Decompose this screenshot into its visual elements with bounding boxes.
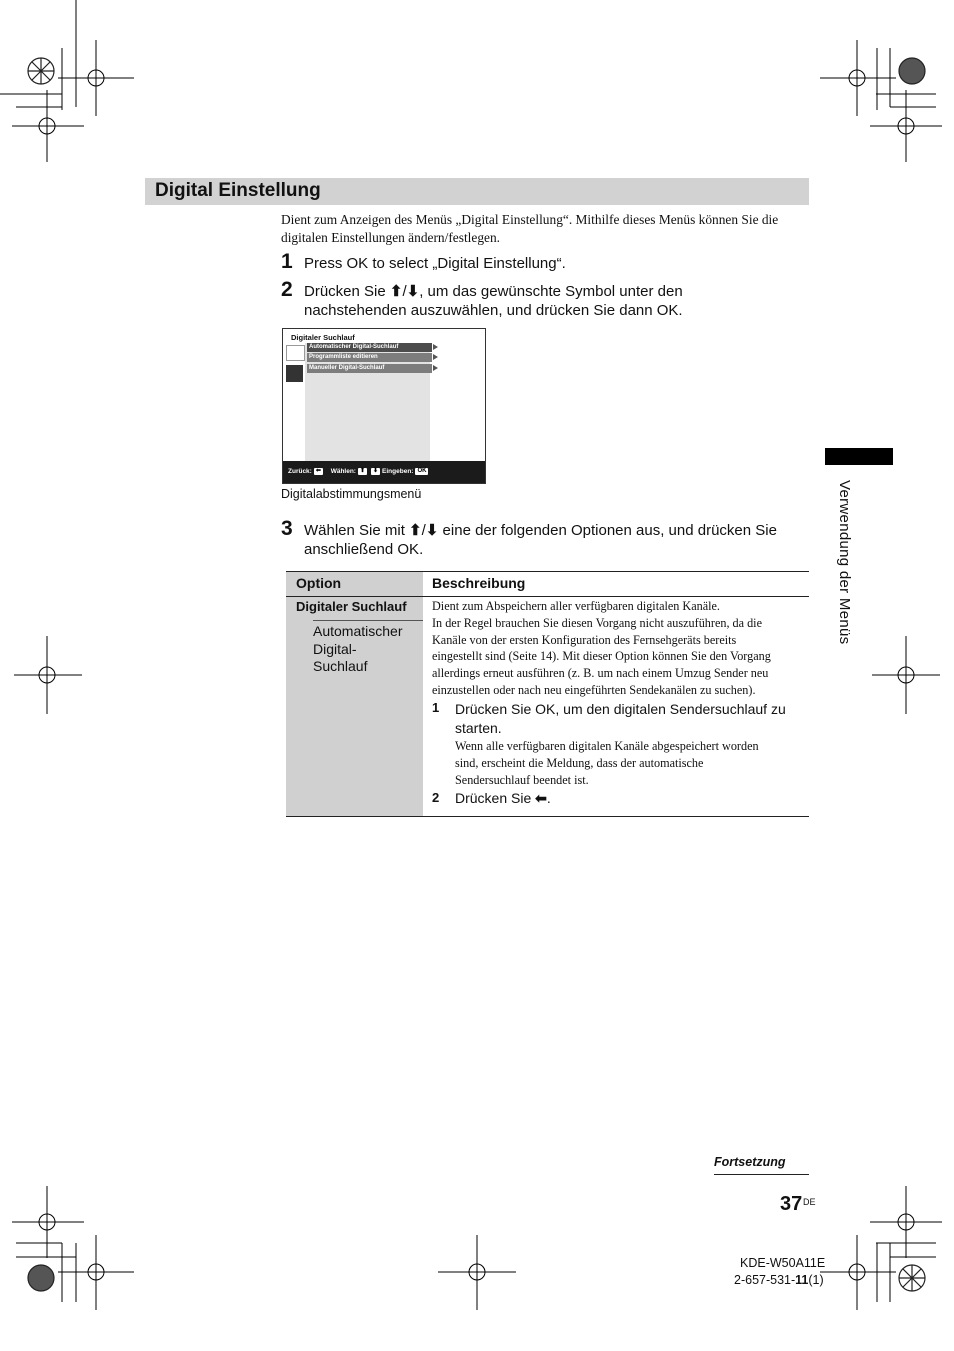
table-header-option: Option	[296, 575, 342, 591]
desc-line: Dient zum Abspeichern aller verfügbaren digitalen Kanäle.	[432, 599, 720, 613]
step-2-text-b: , um das gewünschte Symbol unter den	[419, 283, 683, 300]
menu-item-edit-list: Programmliste editieren	[307, 353, 432, 362]
continued-rule	[714, 1174, 809, 1175]
step-2-text-a: Drücken Sie	[304, 283, 386, 300]
menu-footer-bar	[283, 461, 485, 483]
sub-step-2-label: Drücken Sie	[455, 790, 532, 806]
option-sub-line: Automatischer	[313, 623, 403, 639]
page-language: DE	[803, 1197, 816, 1207]
step-1-text: Press OK to select „Digital Einstellung“.	[304, 255, 566, 272]
step-3-text-c: anschließend OK.	[304, 541, 424, 558]
digital-icon	[286, 365, 303, 382]
up-key-icon: ⬆	[359, 467, 365, 474]
table-header-rule	[286, 596, 809, 597]
slash-text: /	[421, 522, 426, 539]
note-line: Wenn alle verfügbaren digitalen Kanäle abgespeichert worden	[455, 739, 759, 753]
menu-screenshot	[282, 328, 486, 484]
step-2-text-c: nachstehenden auszuwählen, und drücken Sie dann OK.	[304, 302, 683, 319]
menu-caption: Digitalabstimmungsmenü	[281, 487, 422, 501]
desc-line: einzustellen oder nach neu eingeführten Sendekanälen zu suchen).	[432, 682, 756, 697]
down-arrow-icon: ⬇	[425, 522, 439, 539]
sub-step-2-text: Drücken Sie ⬅.	[455, 790, 551, 806]
section-title: Digital Einstellung	[155, 180, 321, 201]
step-1-number: 1	[281, 250, 293, 273]
option-sub-line: Suchlauf	[313, 658, 368, 674]
footer-back-label: Zurück:	[288, 468, 312, 475]
option-group-label: Digitaler Suchlauf	[296, 599, 407, 614]
part-number	[734, 1273, 824, 1287]
step-3-text-a: Wählen Sie mit	[304, 522, 405, 539]
sub-step-line: starten.	[455, 719, 502, 736]
intro-paragraph: Dient zum Anzeigen des Menüs „Digital Einstellung“. Mithilfe dieses Menüs können Sie die digitalen Einstellungen ändern/festlegen.	[281, 212, 779, 245]
footer-enter-label: Eingeben:	[382, 468, 414, 475]
sub-step-2-number: 2	[432, 790, 440, 805]
up-arrow-icon: ⬆	[389, 283, 403, 300]
desc-line: eingestellt sind (Seite 14). Mit dieser Option können Sie den Vorgang	[432, 649, 771, 664]
ok-key-icon: OK	[417, 467, 427, 474]
down-arrow-icon: ⬇	[406, 283, 420, 300]
step-3-number: 3	[281, 517, 293, 540]
note-line: sind, erscheint die Meldung, dass der automatische	[455, 755, 704, 770]
back-arrow-icon: ⬅	[535, 790, 547, 806]
part-bold: 11	[795, 1273, 809, 1287]
continued-label: Fortsetzung	[714, 1155, 786, 1169]
desc-line: allerdings erneut ausführen (z. B. um nach einem Umzug Sender neu	[432, 666, 769, 681]
menu-screen-title: Digitaler Suchlauf	[291, 333, 355, 342]
sub-step-1-text	[455, 700, 786, 737]
step-3-text-b: eine der folgenden Optionen aus, und drücken Sie	[442, 522, 777, 539]
option-sub-line: Digital-	[313, 640, 357, 657]
step-2-text	[304, 282, 683, 301]
sub-step-line: Drücken Sie OK, um den digitalen Sendersuchlauf zu	[455, 701, 786, 717]
part-prefix: 2-657-531-	[734, 1273, 796, 1287]
menu-item-manual-scan: Manueller Digital-Suchlauf	[307, 364, 432, 373]
chevron-right-icon	[433, 354, 438, 360]
footer-select-label: Wählen:	[330, 468, 356, 475]
option-description	[432, 598, 804, 699]
side-tab-marker	[825, 448, 893, 465]
option-sub-rule	[313, 620, 423, 621]
table-top-rule	[286, 571, 809, 572]
menu-item-auto-scan: Automatischer Digital-Suchlauf	[307, 343, 432, 352]
up-arrow-icon: ⬆	[409, 522, 422, 539]
desc-line: Kanäle von der ersten Konfiguration des Fernsehgeräts bereits	[432, 632, 737, 647]
option-sub-label	[313, 623, 402, 676]
sub-step-1-note	[455, 738, 759, 788]
part-suffix: (1)	[808, 1273, 824, 1287]
slash-text: /	[402, 283, 407, 300]
desc-line: In der Regel brauchen Sie diesen Vorgang nicht auszuführen, da die	[432, 615, 762, 630]
step-3-text	[304, 521, 777, 540]
down-key-icon: ⬇	[373, 467, 379, 474]
satellite-dish-icon	[286, 345, 305, 361]
page-number: 37	[780, 1193, 803, 1215]
model-number: KDE-W50A11E	[740, 1256, 826, 1270]
table-header-description: Beschreibung	[432, 575, 526, 591]
note-line: Sendersuchlauf beendet ist.	[455, 772, 589, 787]
step-2-number: 2	[281, 278, 293, 301]
side-chapter-label: Verwendung der Menüs	[836, 480, 853, 645]
chevron-right-icon	[433, 365, 438, 371]
back-key-icon: ⬅	[315, 467, 321, 474]
table-bottom-rule	[286, 816, 809, 817]
sub-step-1-number: 1	[432, 700, 440, 715]
chevron-right-icon	[433, 344, 438, 350]
